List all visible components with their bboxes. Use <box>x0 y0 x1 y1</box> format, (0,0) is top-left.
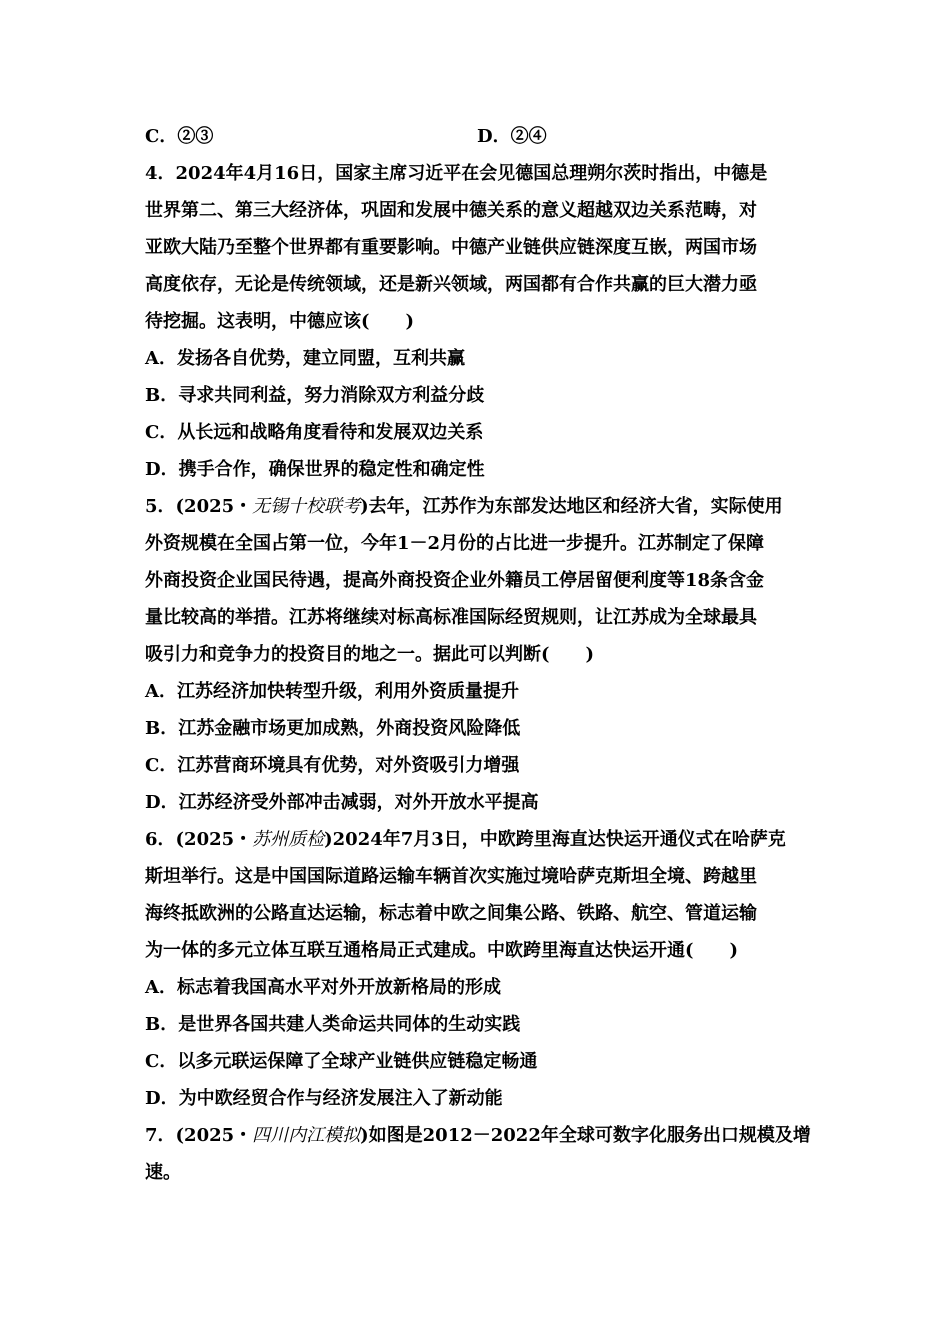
question-6 <box>145 821 809 1117</box>
question-5 <box>145 488 809 821</box>
q3-options-tail <box>145 118 809 155</box>
q4-option-c: C．从长远和战略角度看待和发展双边关系 <box>145 422 484 443</box>
q4-stem-line: 亚欧大陆乃至整个世界都有重要影响。中德产业链供应链深度互嵌，两国市场 <box>145 237 757 258</box>
q6-option-b: B．是世界各国共建人类命运共同体的生动实践 <box>145 1014 521 1035</box>
q7-stem-line: 速。 <box>145 1162 181 1183</box>
q4-option-a: A．发扬各自优势，建立同盟，互利共赢 <box>145 348 465 369</box>
question-7 <box>145 1117 809 1191</box>
q5-option-b: B．江苏金融市场更加成熟，外商投资风险降低 <box>145 718 521 739</box>
q5-stem-line: 吸引力和竞争力的投资目的地之一。据此可以判断( ) <box>145 644 595 665</box>
q6-stem-text: )2024年7月3日，中欧跨里海直达快运开通仪式在哈萨克 <box>324 829 786 850</box>
q7-source: 四川内江模拟 <box>252 1125 361 1146</box>
q5-source: 无锡十校联考 <box>252 496 361 517</box>
q6-stem-line: 斯坦举行。这是中国国际道路运输车辆首次实施过境哈萨克斯坦全境、跨越里 <box>145 866 757 887</box>
q6-source: 苏州质检 <box>252 829 325 850</box>
q7-stem-text: )如图是2012－2022年全球可数字化服务出口规模及增 <box>360 1125 811 1146</box>
q5-option-c: C．江苏营商环境具有优势，对外资吸引力增强 <box>145 755 520 776</box>
q4-stem-line: 4．2024年4月16日，国家主席习近平在会见德国总理朔尔茨时指出，中德是 <box>145 163 768 184</box>
q5-stem-line: 外资规模在全国占第一位，今年1－2月份的占比进一步提升。江苏制定了保障 <box>145 533 765 554</box>
q5-option-d: D．江苏经济受外部冲击减弱，对外开放水平提高 <box>145 792 539 813</box>
q4-option-b: B．寻求共同利益，努力消除双方利益分歧 <box>145 385 485 406</box>
q7-number: 7．(2025・ <box>145 1125 253 1146</box>
q6-stem-first-line <box>145 821 809 858</box>
q5-stem-text: )去年，江苏作为东部发达地区和经济大省，实际使用 <box>360 496 783 517</box>
q6-stem-line: 为一体的多元立体互联互通格局正式建成。中欧跨里海直达快运开通( ) <box>145 940 739 961</box>
q3-option-c: C．②③ <box>145 126 214 147</box>
q4-option-d: D．携手合作，确保世界的稳定性和确定性 <box>145 459 485 480</box>
q6-option-a: A．标志着我国高水平对外开放新格局的形成 <box>145 977 501 998</box>
q5-option-a: A．江苏经济加快转型升级，利用外资质量提升 <box>145 681 519 702</box>
q4-stem-line: 待挖掘。这表明，中德应该( ) <box>145 311 415 332</box>
exam-page <box>145 118 809 1191</box>
q6-option-d: D．为中欧经贸合作与经济发展注入了新动能 <box>145 1088 503 1109</box>
q5-stem-line: 量比较高的举措。江苏将继续对标高标准国际经贸规则，让江苏成为全球最具 <box>145 607 757 628</box>
q7-stem-first-line <box>145 1117 809 1154</box>
q5-stem-line: 外商投资企业国民待遇，提高外商投资企业外籍员工停居留便利度等18条含金 <box>145 570 765 591</box>
q6-option-c: C．以多元联运保障了全球产业链供应链稳定畅通 <box>145 1051 538 1072</box>
q4-stem-line: 高度依存，无论是传统领域，还是新兴领域，两国都有合作共赢的巨大潜力亟 <box>145 274 757 295</box>
q6-stem-line: 海终抵欧洲的公路直达运输，标志着中欧之间集公路、铁路、航空、管道运输 <box>145 903 757 924</box>
q6-number: 6．(2025・ <box>145 829 253 850</box>
question-4 <box>145 155 809 488</box>
q4-stem-line: 世界第二、第三大经济体，巩固和发展中德关系的意义超越双边关系范畴，对 <box>145 200 757 221</box>
q3-option-d: D．②④ <box>477 126 547 147</box>
q5-stem-first-line <box>145 488 809 525</box>
q5-number: 5．(2025・ <box>145 496 253 517</box>
